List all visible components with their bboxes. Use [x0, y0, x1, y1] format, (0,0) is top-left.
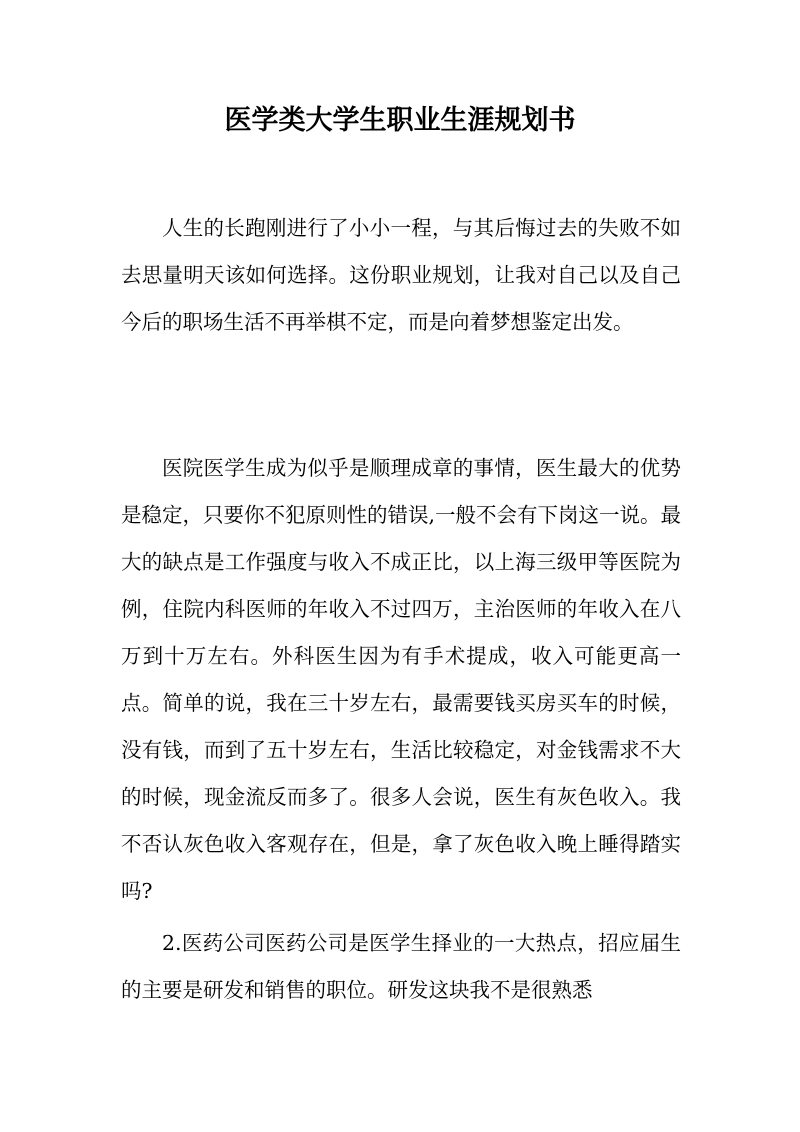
- paragraph-pharma: 2.医药公司医药公司是医学生择业的一大热点，招应届生的主要是研发和销售的职位。研发这块我不是很熟悉: [121, 931, 681, 1002]
- body-section-hospital: [121, 445, 681, 915]
- paragraph-intro: 人生的长跑刚进行了小小一程，与其后悔过去的失败不如去思量明天该如何选择。这份职业规划，让我对自己以及自己今后的职场生活不再举棋不定，而是向着梦想鉴定出发。: [121, 216, 681, 334]
- document-title: 医学类大学生职业生涯规划书: [224, 105, 576, 136]
- body-section-pharma: [121, 920, 681, 1014]
- paragraph-hospital: 医院医学生成为似乎是顺理成章的事情，医生最大的优势是稳定，只要你不犯原则性的错误,一般不会有下岗这一说。最大的缺点是工作强度与收入不成正比，以上海三级甲等医院为例，住院内科医师的年收入不过四万，主治医师的年收入在八万到十万左右。外科医生因为有手术提成，收入可能更高一点。简单的说，我在三十岁左右，最需要钱买房买车的时候，没有钱，而到了五十岁左右，生活比较稳定，对金钱需求不大的时候，现金流反而多了。很多人会说，医生有灰色收入。我不否认灰色收入客观存在，但是，拿了灰色收入晚上睡得踏实吗?: [121, 456, 682, 903]
- body-section-intro: [121, 205, 681, 346]
